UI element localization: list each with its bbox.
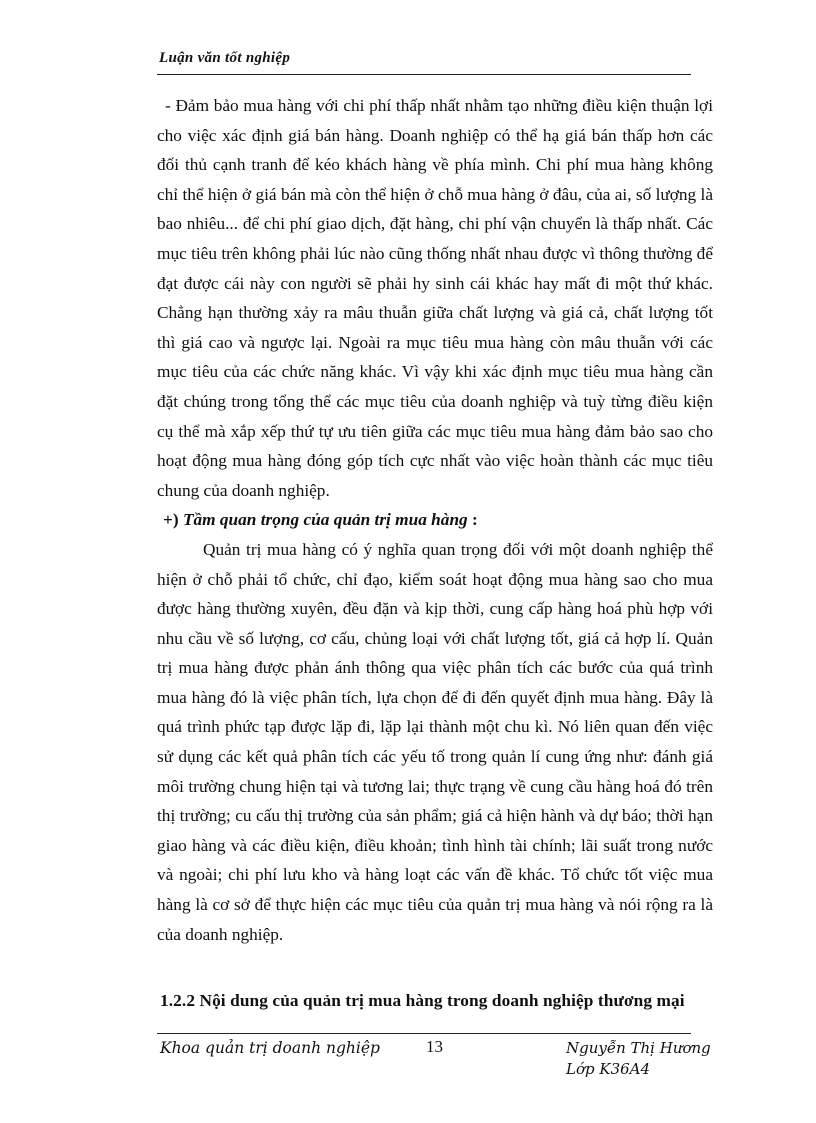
subheading-suffix: :	[467, 510, 478, 530]
subheading-text: Tầm quan trọng của quản trị mua hàng	[182, 510, 468, 530]
document-body	[157, 91, 713, 949]
footer-class: Lớp K36A4	[566, 1060, 651, 1078]
paragraph-cost-objective: - Đảm bảo mua hàng với chi phí thấp nhất nhằm tạo những điều kiện thuận lợi cho việc xác định giá bán hàng. Doanh nghiệp có thể hạ giá bán thấp hơn các đối thủ cạnh tranh để kéo khách hàng về phía mình. Chi phí mua hàng không chỉ thể hiện ở giá bán mà còn thể hiện ở chỗ mua hàng ở đâu, của ai, số lượng là bao nhiêu... để chi phí giao dịch, đặt hàng, chi phí vận chuyển là thấp nhất. Các mục tiêu trên không phải lúc nào cũng thống nhất nhau được vì thông thường để đạt được cái này con người sẽ phải hy sinh cái khác hay mất đi một thứ khác. Chẳng hạn thường xảy ra mâu thuẫn giữa chất lượng và giá cả, chất lượng tốt thì giá cao và ngược lại. Ngoài ra mục tiêu mua hàng còn mâu thuẫn với các mục tiêu của các chức năng khác. Vì vậy khi xác định mục tiêu mua hàng cần đặt chúng trong tổng thể các mục tiêu của doanh nghiệp và tuỳ từng điều kiện cụ thể mà xắp xếp thứ tự ưu tiên giữa các mục tiêu mua hàng đảm bảo sao cho hoạt động mua hàng đóng góp tích cực nhất vào việc hoàn thành các mục tiêu chung của doanh nghiệp.	[157, 96, 713, 500]
footer-faculty: Khoa quản trị doanh nghiệp	[160, 1039, 380, 1057]
footer-divider	[157, 1033, 691, 1034]
page-header	[157, 50, 691, 75]
section-title: 1.2.2 Nội dung của quản trị mua hàng trong doanh nghiệp thương mại	[160, 991, 685, 1010]
page-number: 13	[426, 1037, 443, 1056]
subheading-prefix: +)	[163, 510, 183, 530]
header-title: Luận văn tốt nghiệp	[159, 50, 291, 66]
subheading-importance	[157, 505, 713, 535]
paragraph-importance: Quản trị mua hàng có ý nghĩa quan trọng đối với một doanh nghiệp thể hiện ở chỗ phải tổ chức, chỉ đạo, kiểm soát hoạt động mua hàng sao cho mua được hàng thường xuyên, đều đặn và kịp thời, cung cấp hàng hoá phù hợp với nhu cầu về số lượng, cơ cấu, chủng loại với chất lượng tốt, giá cả hợp lí. Quản trị mua hàng được phản ánh thông qua việc phân tích các bước của quá trình mua hàng đó là việc phân tích, lựa chọn để đi đến quyết định mua hàng. Đây là quá trình phức tạp được lặp đi, lặp lại thành một chu kì. Nó liên quan đến việc sử dụng các kết quả phân tích các yếu tố trong quản lí cung ứng như: đánh giá môi trường chung hiện tại và tương lai; thực trạng về cung cầu hàng hoá đó trên thị trường; cu cấu thị trường của sản phẩm; giá cả hiện hành và dự báo; thời hạn giao hàng và các điều kiện, điều khoản; tình hình tài chính; lãi suất trong nước và ngoài; chi phí lưu kho và hàng loạt các vấn đề khác. Tổ chức tốt việc mua hàng là cơ sở để thực hiện các mục tiêu của quản trị mua hàng và nói rộng ra là của doanh nghiệp.	[157, 539, 713, 944]
footer-author: Nguyễn Thị Hương	[566, 1039, 711, 1057]
